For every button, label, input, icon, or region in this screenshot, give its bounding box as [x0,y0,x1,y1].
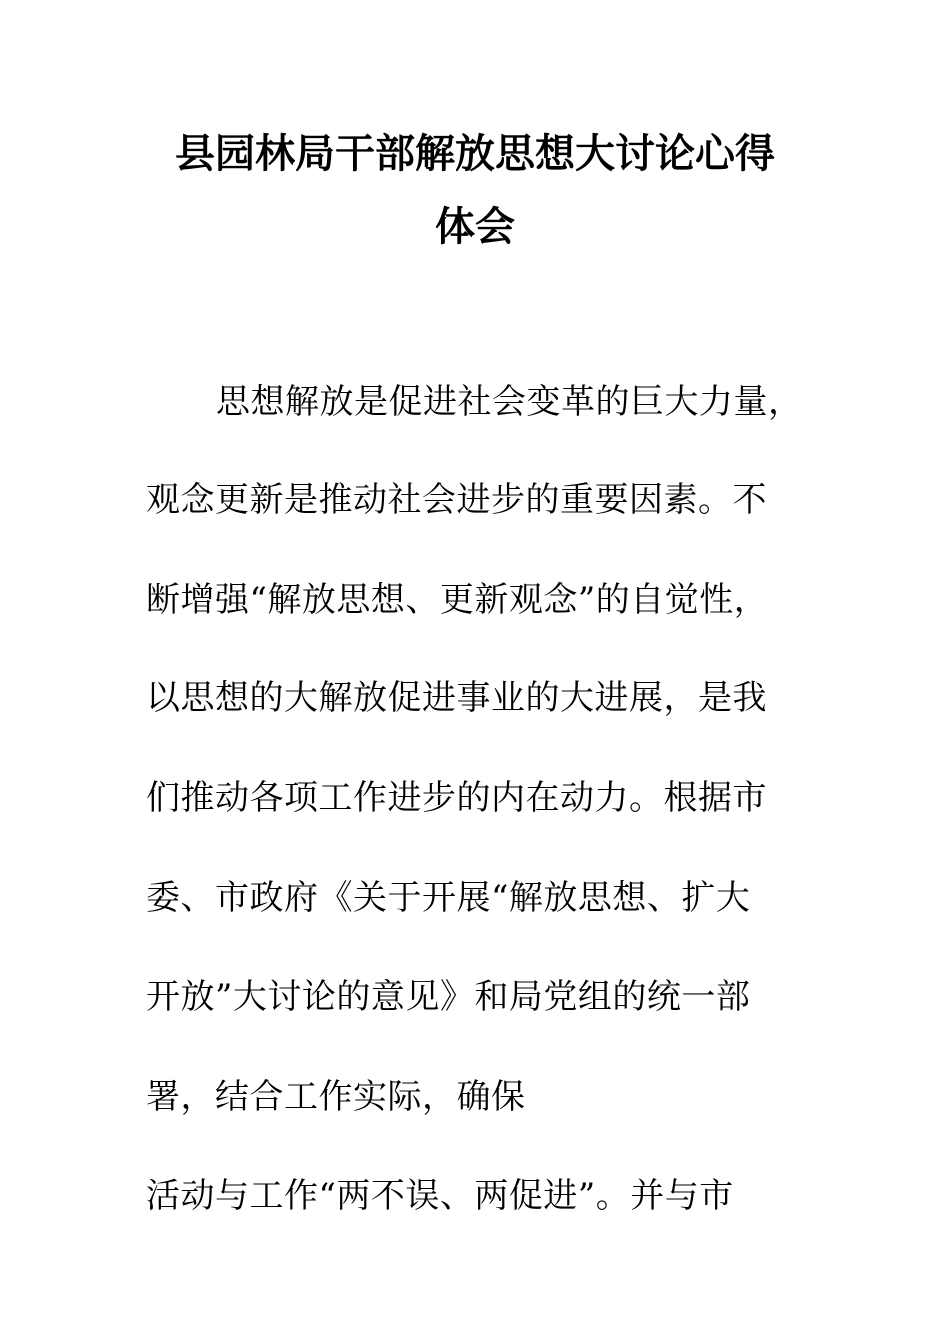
body-line-7: 开放”大讨论的意见》和局党组的统一部 [146,977,751,1017]
body-line-4: 以思想的大解放促进事业的大进展，是我 [146,678,767,718]
body-line-5: 们推动各项工作进步的内在动力。根据市 [146,778,767,818]
body-line-2: 观念更新是推动社会进步的重要因素。不 [146,480,767,520]
body-line-9: 活动与工作“两不误、两促进”。并与市 [146,1176,734,1216]
body-line-8: 署，结合工作实际，确保 [146,1077,526,1117]
document-title-line-1: 县园林局干部解放思想大讨论心得 [175,131,775,177]
body-line-1: 思想解放是促进社会变革的巨大力量， [216,382,803,422]
document-title-line-2: 体会 [435,204,515,250]
body-line-6: 委、市政府《关于开展“解放思想、扩大 [146,878,751,918]
body-line-3: 断增强“解放思想、更新观念”的自觉性， [146,580,769,620]
